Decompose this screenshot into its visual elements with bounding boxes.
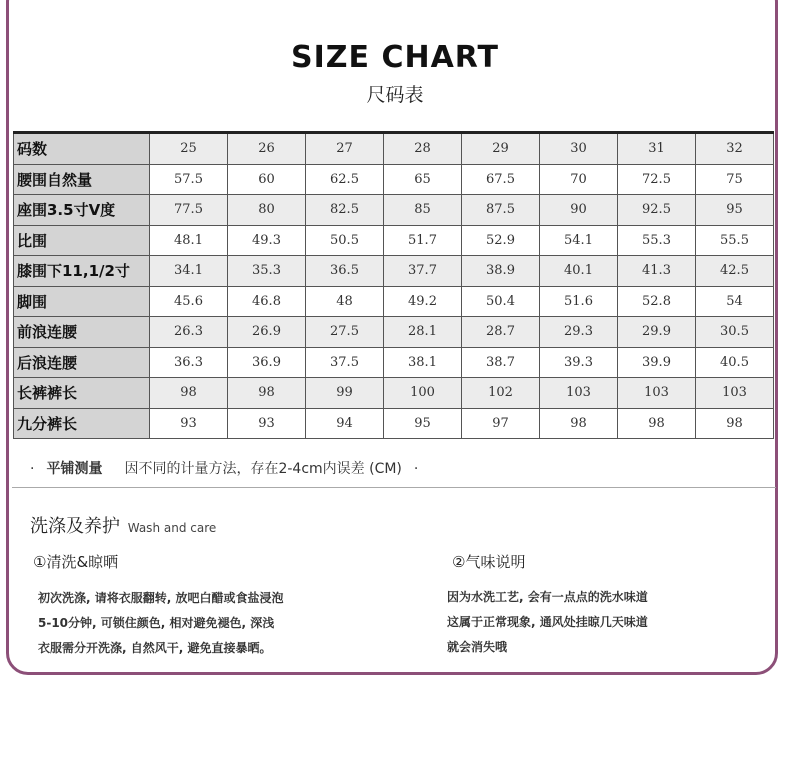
note-text: 因不同的计量方法，存在2-4cm内误差 (CM) (124, 461, 402, 477)
table-cell: 28.7 (462, 317, 540, 348)
table-cell: 34.1 (150, 256, 228, 287)
table-cell: 30.5 (696, 317, 774, 348)
row-label: 腰围自然量 (14, 164, 150, 195)
table-cell: 93 (228, 408, 306, 439)
table-cell: 85 (384, 195, 462, 226)
row-label: 膝围下11,1/2寸 (14, 256, 150, 287)
table-cell: 93 (150, 408, 228, 439)
table-cell: 32 (696, 133, 774, 165)
table-cell: 29 (462, 133, 540, 165)
note-bold: 平铺测量 (46, 461, 103, 477)
table-cell: 48 (306, 286, 384, 317)
table-cell: 50.5 (306, 225, 384, 256)
table-cell: 95 (696, 195, 774, 226)
table-cell: 82.5 (306, 195, 384, 226)
table-cell: 31 (618, 133, 696, 165)
table-cell: 40.5 (696, 347, 774, 378)
table-row (14, 317, 774, 348)
table-cell: 39.9 (618, 347, 696, 378)
row-label: 脚围 (14, 286, 150, 317)
table-cell: 38.1 (384, 347, 462, 378)
table-cell: 62.5 (306, 164, 384, 195)
table-cell: 37.7 (384, 256, 462, 287)
table-cell: 55.3 (618, 225, 696, 256)
table-cell: 57.5 (150, 164, 228, 195)
table-cell: 35.3 (228, 256, 306, 287)
table-cell: 99 (306, 378, 384, 409)
table-row (14, 378, 774, 409)
table-cell: 103 (696, 378, 774, 409)
note-dot-end: · (413, 461, 419, 477)
table-cell: 97 (462, 408, 540, 439)
table-cell: 98 (618, 408, 696, 439)
table-cell: 26.3 (150, 317, 228, 348)
table-cell: 38.9 (462, 256, 540, 287)
smell-heading: ②气味说明 (452, 553, 526, 571)
table-cell: 29.3 (540, 317, 618, 348)
smell-line: 这属于正常现象, 通风处挂晾几天味道 (447, 615, 648, 629)
table-cell: 94 (306, 408, 384, 439)
care-title-en: Wash and care (127, 521, 217, 535)
table-cell: 65 (384, 164, 462, 195)
table-cell: 70 (540, 164, 618, 195)
table-cell: 98 (540, 408, 618, 439)
table-cell: 95 (384, 408, 462, 439)
table-cell: 54 (696, 286, 774, 317)
row-label: 码数 (14, 133, 150, 165)
table-cell: 77.5 (150, 195, 228, 226)
table-cell: 49.3 (228, 225, 306, 256)
size-table (13, 131, 774, 439)
wash-heading: ①清洗&晾晒 (33, 553, 119, 571)
table-cell: 29.9 (618, 317, 696, 348)
wash-line: 衣服需分开洗涤, 自然风干, 避免直接暴晒。 (38, 641, 272, 655)
row-label: 长裤裤长 (14, 378, 150, 409)
table-cell: 98 (150, 378, 228, 409)
smell-line: 因为水洗工艺, 会有一点点的洗水味道 (447, 590, 648, 604)
table-cell: 26 (228, 133, 306, 165)
table-cell: 27.5 (306, 317, 384, 348)
table-cell: 27 (306, 133, 384, 165)
row-label: 九分裤长 (14, 408, 150, 439)
table-cell: 48.1 (150, 225, 228, 256)
table-row (14, 256, 774, 287)
table-cell: 25 (150, 133, 228, 165)
table-cell: 28.1 (384, 317, 462, 348)
care-title (30, 512, 216, 538)
wash-line: 初次洗涤, 请将衣服翻转, 放吧白醋或食盐浸泡 (38, 591, 284, 605)
row-label: 比围 (14, 225, 150, 256)
table-cell: 98 (696, 408, 774, 439)
table-cell: 92.5 (618, 195, 696, 226)
table-cell: 51.6 (540, 286, 618, 317)
table-row (14, 408, 774, 439)
table-cell: 80 (228, 195, 306, 226)
row-label: 前浪连腰 (14, 317, 150, 348)
table-cell: 46.8 (228, 286, 306, 317)
table-cell: 98 (228, 378, 306, 409)
table-cell: 45.6 (150, 286, 228, 317)
table-cell: 36.5 (306, 256, 384, 287)
row-label: 后浪连腰 (14, 347, 150, 378)
table-cell: 60 (228, 164, 306, 195)
page-subtitle: 尺码表 (366, 84, 424, 106)
table-cell: 36.3 (150, 347, 228, 378)
table-cell: 67.5 (462, 164, 540, 195)
table-cell: 26.9 (228, 317, 306, 348)
table-row (14, 195, 774, 226)
table-cell: 39.3 (540, 347, 618, 378)
table-cell: 87.5 (462, 195, 540, 226)
table-cell: 102 (462, 378, 540, 409)
table-row (14, 286, 774, 317)
table-cell: 100 (384, 378, 462, 409)
table-cell: 28 (384, 133, 462, 165)
table-cell: 50.4 (462, 286, 540, 317)
table-cell: 72.5 (618, 164, 696, 195)
note-dot: · (30, 461, 35, 477)
table-cell: 103 (618, 378, 696, 409)
table-cell: 40.1 (540, 256, 618, 287)
table-cell: 54.1 (540, 225, 618, 256)
table-cell: 52.9 (462, 225, 540, 256)
table-cell: 37.5 (306, 347, 384, 378)
row-label: 座围3.5寸V度 (14, 195, 150, 226)
table-cell: 41.3 (618, 256, 696, 287)
table-cell: 75 (696, 164, 774, 195)
care-title-cn: 洗涤及养护 (30, 516, 120, 537)
divider (12, 487, 776, 488)
table-row (14, 133, 774, 165)
table-cell: 30 (540, 133, 618, 165)
table-cell: 52.8 (618, 286, 696, 317)
page-title: SIZE CHART (290, 40, 500, 75)
table-row (14, 164, 774, 195)
measurement-note (30, 458, 418, 478)
table-cell: 42.5 (696, 256, 774, 287)
table-cell: 36.9 (228, 347, 306, 378)
table-cell: 51.7 (384, 225, 462, 256)
table-cell: 55.5 (696, 225, 774, 256)
table-row (14, 225, 774, 256)
wash-line: 5-10分钟, 可锁住颜色, 相对避免褪色, 深浅 (38, 616, 275, 630)
table-cell: 38.7 (462, 347, 540, 378)
table-cell: 103 (540, 378, 618, 409)
table-row (14, 347, 774, 378)
smell-line: 就会消失哦 (447, 640, 508, 654)
table-cell: 49.2 (384, 286, 462, 317)
table-cell: 90 (540, 195, 618, 226)
